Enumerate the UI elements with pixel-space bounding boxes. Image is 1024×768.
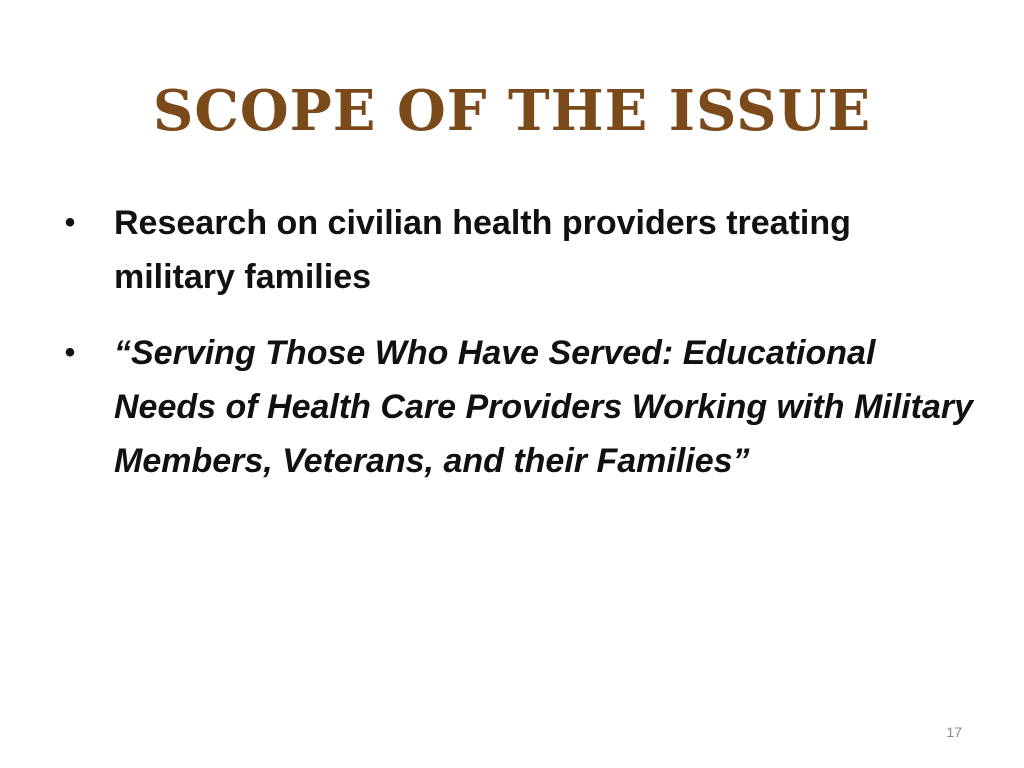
slide-title: SCOPE OF THE ISSUE	[152, 78, 872, 144]
bullet-item-research	[60, 196, 980, 304]
bullet-text: Research on civilian health providers treating military families	[114, 204, 851, 296]
bullet-dot-icon: •	[64, 206, 76, 239]
bullet-list	[60, 196, 980, 510]
bullet-item-report-title	[60, 326, 980, 488]
bullet-text: “Serving Those Who Have Served: Educational Needs of Health Care Providers Working with Military Members, Veterans, and their Families”	[114, 334, 974, 480]
slide-number: 17	[946, 724, 962, 740]
bullet-dot-icon: •	[64, 336, 76, 369]
